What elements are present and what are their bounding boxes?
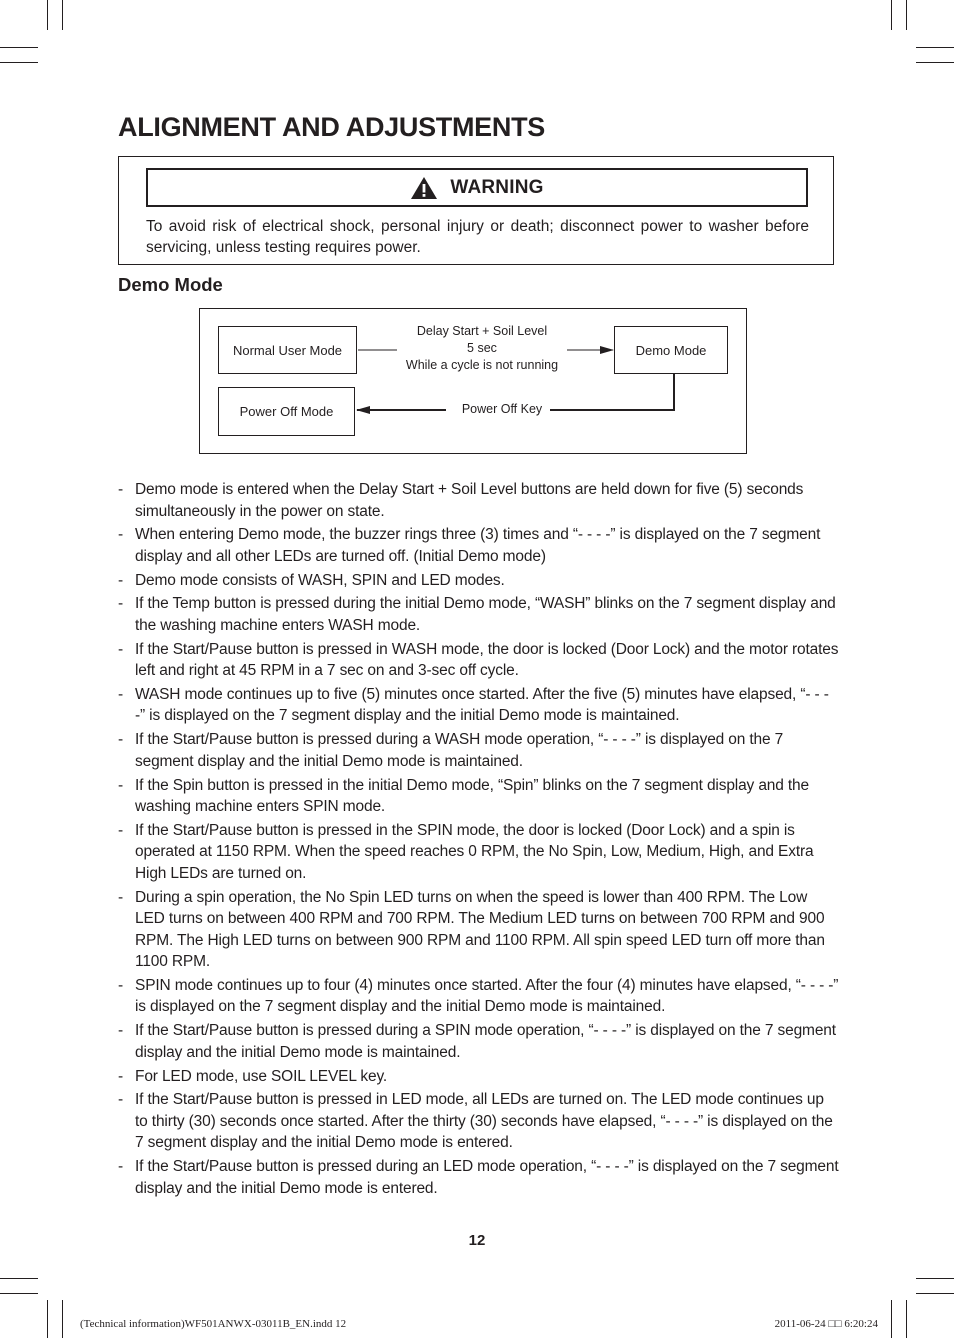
list-item: - If the Temp button is pressed during the initial Demo mode, “WASH” blinks on the 7 segment display and the washing machine enters WASH mode. bbox=[118, 595, 836, 634]
demo-mode-box: Demo Mode bbox=[614, 326, 728, 374]
list-item: - During a spin operation, the No Spin LED turns on when the speed is lower than 400 RPM. The Low LED turns on between 400 RPM and 700 RPM. The Medium LED turns on between 700 RPM and 900 RPM. The High LED turns on between 900 RPM and 1100 RPM. All spin speed LED turn off more than 1100 RPM. bbox=[118, 888, 825, 971]
page-title: ALIGNMENT AND ADJUSTMENTS bbox=[118, 112, 545, 142]
list-item: - Demo mode consists of WASH, SPIN and LED modes. bbox=[118, 571, 505, 589]
normal-user-mode-box: Normal User Mode bbox=[218, 326, 357, 374]
list-item: - If the Start/Pause button is pressed during a SPIN mode operation, “- - - -” is displayed on the 7 segment display and the initial Demo mode is maintained. bbox=[118, 1022, 836, 1061]
footer-timestamp: 2011-06-24 □□ 6:20:24 bbox=[774, 1318, 878, 1330]
power-off-key-label: Power Off Key bbox=[461, 402, 543, 416]
list-item: - WASH mode continues up to five (5) minutes once started. After the five (5) minutes have elapsed, “- - - -” is displayed on the 7 segment display and the initial Demo mode is maintained. bbox=[118, 685, 829, 725]
demo-mode-diagram bbox=[199, 308, 747, 454]
list-item: - If the Start/Pause button is pressed in LED mode, all LEDs are turned on. The LED mode continues up to thirty (30) seconds once started. After the thirty (30) seconds have elapsed, “- - - -” is displayed on the 7 segment display and the initial Demo mode is entered. bbox=[118, 1091, 833, 1152]
warning-text: To avoid risk of electrical shock, personal injury or death; disconnect power to washer before servicing, unless testing requires power. bbox=[146, 218, 809, 256]
transition-line-3: While a cycle is not running bbox=[405, 358, 559, 372]
list-item: - Demo mode is entered when the Delay Start + Soil Level buttons are held down for five (5) seconds simultaneously in the power on state. bbox=[118, 481, 804, 520]
power-off-mode-box: Power Off Mode bbox=[218, 387, 355, 436]
warning-header bbox=[146, 168, 808, 207]
list-item: - If the Spin button is pressed in the initial Demo mode, “Spin” blinks on the 7 segment display and the washing machine enters SPIN mode. bbox=[118, 776, 809, 816]
section-title: Demo Mode bbox=[118, 274, 223, 295]
list-item: - When entering Demo mode, the buzzer rings three (3) times and “- - - -” is displayed on the 7 segment display and all other LEDs are turned off. (Initial Demo mode) bbox=[118, 526, 821, 565]
list-item: - If the Start/Pause button is pressed during an LED mode operation, “- - - -” is displayed on the 7 segment display and the initial Demo mode is entered. bbox=[118, 1158, 839, 1197]
list-item: - For LED mode, use SOIL LEVEL key. bbox=[118, 1067, 388, 1085]
warning-box bbox=[118, 156, 834, 265]
demo-mode-list bbox=[118, 479, 840, 1201]
warning-triangle-icon bbox=[410, 176, 438, 200]
transition-label bbox=[388, 323, 576, 374]
list-item: - If the Start/Pause button is pressed during a WASH mode operation, “- - - -” is displayed on the 7 segment display and the initial Demo mode is maintained. bbox=[118, 731, 784, 770]
footer-file-info: (Technical information)WF501ANWX-03011B_EN.indd 12 bbox=[80, 1318, 347, 1330]
warning-label: WARNING bbox=[450, 176, 544, 198]
list-item: - If the Start/Pause button is pressed in WASH mode, the door is locked (Door Lock) and the motor rotates left and right at 45 RPM in a 7 sec on and 3-sec off cycle. bbox=[118, 640, 839, 680]
list-item: - If the Start/Pause button is pressed in the SPIN mode, the door is locked (Door Lock) and a spin is operated at 1150 RPM. When the speed reaches 0 RPM, the No Spin, Low, Medium, High, and Extra High LEDs are turned on. bbox=[118, 821, 814, 882]
transition-line-2: 5 sec bbox=[467, 341, 497, 355]
page-number: 12 bbox=[468, 1232, 486, 1249]
transition-line-1: Delay Start + Soil Level bbox=[416, 324, 548, 338]
arrow-to-power-off bbox=[550, 374, 674, 410]
list-item: - SPIN mode continues up to four (4) minutes once started. After the four (4) minutes have elapsed, “- - - -” is displayed on the 7 segment display and the initial Demo mode is maintained. bbox=[118, 976, 839, 1016]
